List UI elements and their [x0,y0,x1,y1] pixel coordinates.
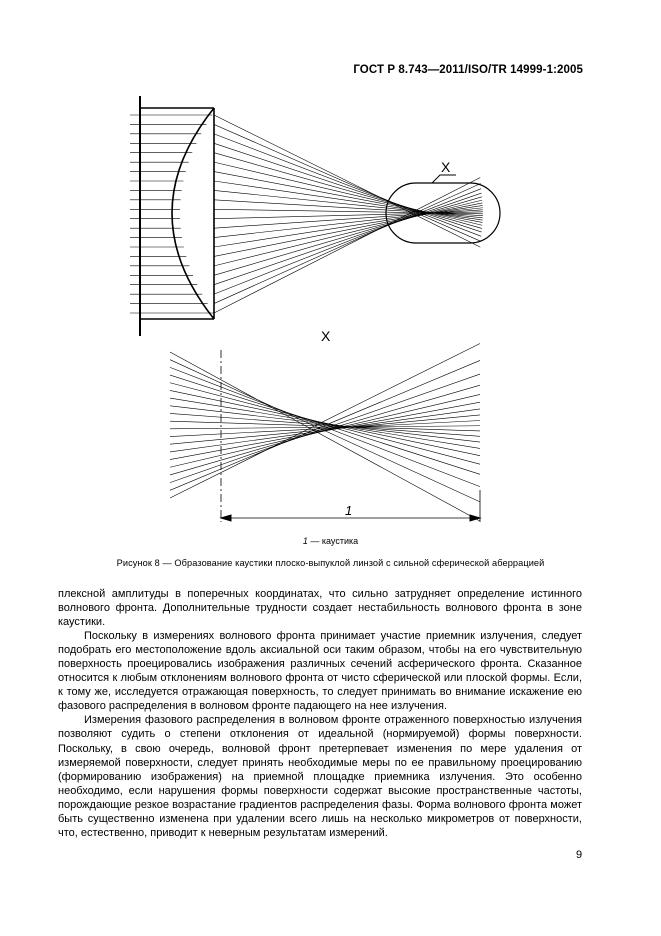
caustic-ray [170,343,480,498]
label-x-top: X [441,159,451,175]
refracted-ray [214,203,482,256]
paragraph-1: плексной амплитуды в поперечных координатах, что сильно затрудняет определение истинного волнового фронта. Дополнительные трудности создает нестабильность волнового фронта в зоне каустики. [58,588,582,629]
caustic-ray [170,394,480,467]
figure-caption: Рисунок 8 — Образование каустики плоско-выпуклой линзой с сильной сферической аберрацией [116,558,545,568]
label-x-detail: X [321,328,331,344]
refracted-ray [214,189,481,294]
refracted-ray [214,193,482,285]
figure-legend [0,536,661,546]
lens-ray-diagram [130,96,500,336]
refracted-ray [214,115,480,247]
lens-convex-surface [172,108,214,319]
paragraph-2: Поскольку в измерениях волнового фронта принимает участие приемник излучения, следует подобрать его местоположение вдоль аксиальной оси таким образом, чтобы на его чувствительную поверхность проецировались изображения различных сечений асферического фронта. Сказанное относится к любым отклонениям волнового фронта от чисто сферической или плоской формы. Если, к тому же, исследуется отражающая поверхность, то следует принимать во внимание искажение ею фазового распределения в волновом фронте падающего на нее излучения. [58,630,582,713]
refracted-ray [214,177,480,313]
caustic-ray [170,385,480,475]
refracted-ray [214,197,482,275]
page-number: 9 [576,849,583,861]
dimension-label: 1 [345,503,353,518]
caustic-detail-diagram [170,343,480,522]
body-text [58,587,582,840]
document-header: ГОСТ Р 8.743—2011/ISO/TR 14999-1:2005 [353,64,583,76]
caustic-ray [170,398,480,448]
callout-leader [432,175,456,183]
caustic-ray [170,413,480,436]
paragraph-3: Измерения фазового распределения в волновом фронте отраженного поверхностью излучения позволяют судить о степени отклонения от идеальной (нормируемой) формы поверхности. Поскольку, в свою очередь, волновой фронт претерпевает изменения по мере удаления от измеряемой поверхности, следует принять необходимые меры по ее правильному проецированию (формированию изображения) на приемной площадке приемника излучения. Это особенно необходимо, если нарушения формы поверхности содержат высокие пространственные частоты, порождающие резкое возрастание градиентов распределения фазы. Форма волнового фронта может быть существенно изменена при удалении всего лишь на несколько микрометров от поверхности, что, естественно, приводит к неверным результатам измерений. [58,714,582,839]
legend-text: — каустика [307,536,359,546]
caustic-ray [170,360,480,490]
refracted-ray [214,134,481,236]
caustic-ray [170,409,480,452]
dimension-arrow-left [221,515,231,521]
legend-number: 1 [302,536,308,546]
